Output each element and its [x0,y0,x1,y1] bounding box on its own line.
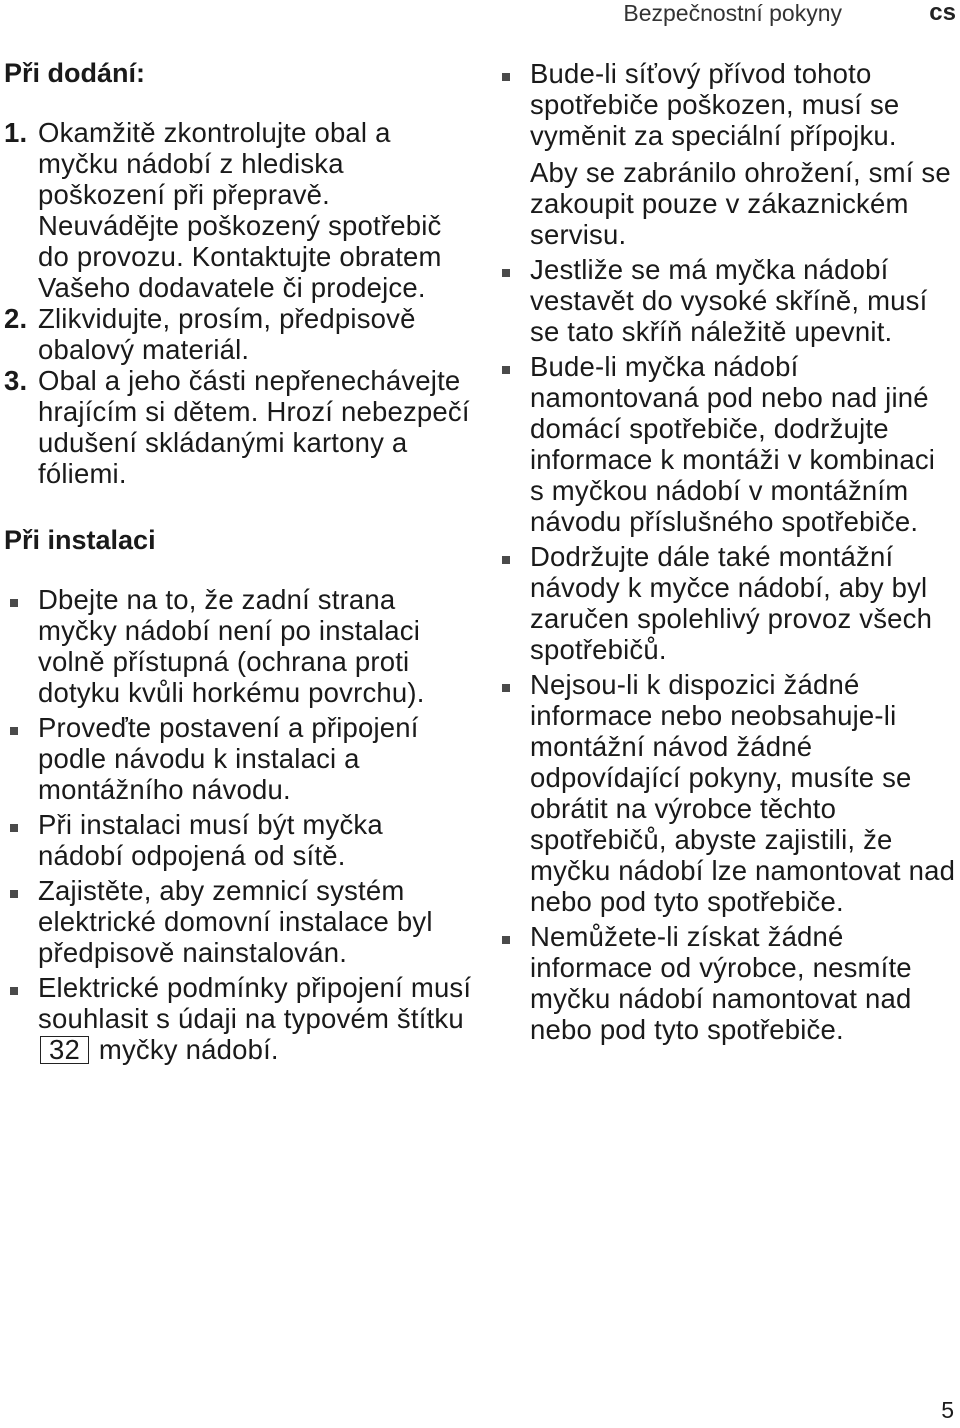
list-item [496,254,956,347]
bullet-square-icon [502,936,510,944]
page-number: 5 [941,1397,954,1423]
delivery-heading: Při dodání: [4,58,145,88]
bullet-square-icon [502,684,510,692]
delivery-steps [4,117,474,489]
list-item [496,921,956,1045]
bullet-square-icon [502,556,510,564]
list-item [4,584,474,708]
list-item-text: Bude-li síťový přívod tohoto spotřebiče poškozen, musí se vyměnit za speciální přípojku. [530,58,900,151]
list-item [496,669,956,917]
list-item-text: Bude-li myčka nádobí namontovaná pod nebo nad jiné domácí spotřebiče, dodržujte informace k montáži v kombinaci s myčkou nádobí v montážním návodu příslušného spotřebiče. [530,351,936,537]
left-column [4,58,474,1069]
list-item [496,58,956,250]
step-number: 2. [4,303,28,334]
list-item-text: Elektrické podmínky připojení musí souhlasit s údaji na typovém štítku [38,972,472,1034]
list-item-text: Při instalaci musí být myčka nádobí odpojená od sítě. [38,809,383,871]
installation-heading: Při instalaci [4,525,156,555]
rating-plate-reference: 32 [40,1036,89,1064]
list-item-text: Proveďte postavení a připojení podle návodu k instalaci a montážního návodu. [38,712,419,805]
bullet-square-icon [10,599,18,607]
list-item [496,541,956,665]
bullet-square-icon [10,727,18,735]
list-item-text: Nejsou-li k dispozici žádné informace nebo neobsahuje-li montážní návod žádné odpovídající pokyny, musíte se obrátit na výrobce těchto spotřebičů, abyste zajistili, že myčku nádobí lze namontovat nad nebo pod tyto spotřebiče. [530,669,956,917]
bullet-square-icon [10,890,18,898]
delivery-step [4,303,474,365]
list-item [4,875,474,968]
language-code: cs [929,0,956,26]
safety-bullets [496,58,956,1045]
list-item-subtext: Aby se zabránilo ohrožení, smí se zakoupit pouze v zákaznickém servisu. [530,157,951,250]
bullet-square-icon [10,824,18,832]
step-number: 3. [4,365,28,396]
list-item [496,351,956,537]
bullet-square-icon [502,269,510,277]
list-item [4,972,474,1065]
step-text: Okamžitě zkontrolujte obal a myčku nádobí z hlediska poškození při přepravě. Neuvádějte poškozený spotřebič do provozu. Kontaktujte obratem Vašeho dodavatele či prodejce. [38,117,442,303]
list-item [4,712,474,805]
right-column [496,58,956,1049]
step-text: Zlikvidujte, prosím, předpisově obalový materiál. [38,303,416,365]
list-item-text: Nemůžete-li získat žádné informace od výrobce, nesmíte myčku nádobí namontovat nad nebo pod tyto spotřebiče. [530,921,912,1045]
list-item [4,809,474,871]
list-item-text: Zajistěte, aby zemnicí systém elektrické domovní instalace byl předpisově nainstalován. [38,875,433,968]
bullet-square-icon [502,366,510,374]
delivery-step [4,117,474,303]
running-header-section: Bezpečnostní pokyny [623,0,842,26]
list-item-text: Dodržujte dále také montážní návody k myčce nádobí, aby byl zaručen spolehlivý provoz všech spotřebičů. [530,541,933,665]
bullet-square-icon [502,73,510,81]
list-item-text: myčky nádobí. [98,1034,279,1065]
bullet-square-icon [10,987,18,995]
delivery-step [4,365,474,489]
step-number: 1. [4,117,28,148]
installation-bullets [4,584,474,1065]
list-item-text: Dbejte na to, že zadní strana myčky nádobí není po instalaci volně přístupná (ochrana proti dotyku kvůli horkému povrchu). [38,584,425,708]
step-text: Obal a jeho části nepřenechávejte hrajícím si dětem. Hrozí nebezpečí udušení skládanými kartony a fóliemi. [38,365,470,489]
list-item-text: Jestliže se má myčka nádobí vestavět do vysoké skříně, musí se tato skříň náležitě upevnit. [530,254,928,347]
